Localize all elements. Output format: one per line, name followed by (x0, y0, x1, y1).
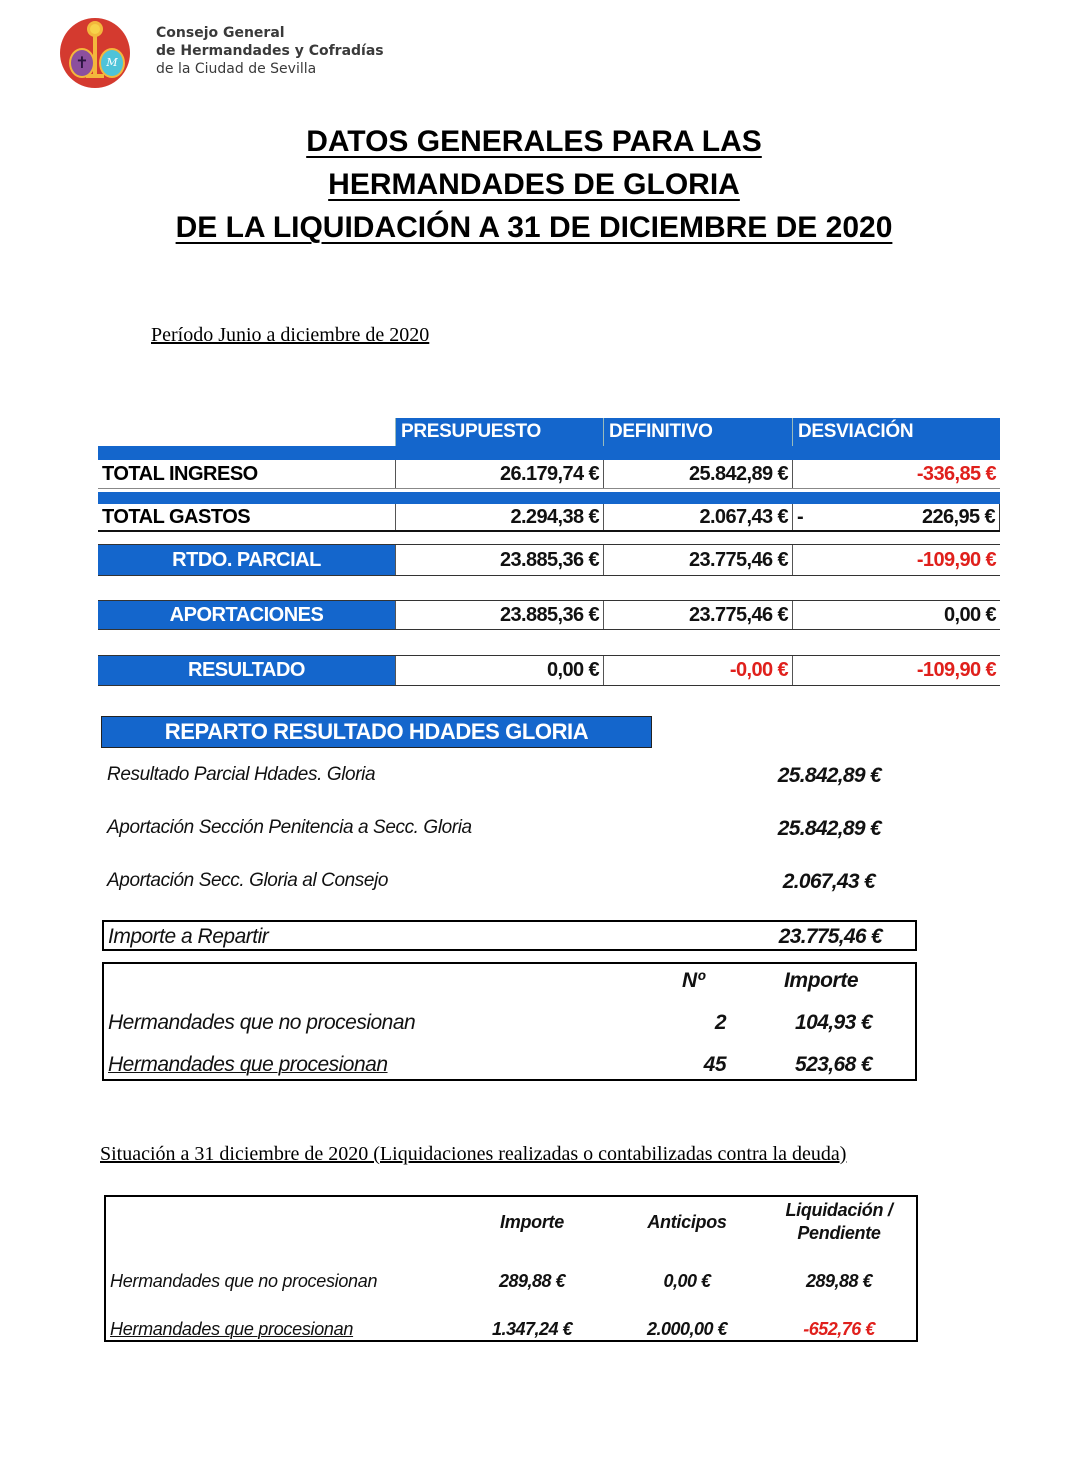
document-title (0, 120, 1068, 249)
row-label: TOTAL GASTOS (102, 505, 251, 528)
distribution-row (108, 1011, 908, 1035)
desviacion-value: -336,85 € (792, 460, 1000, 488)
column-header-importe: Importe (784, 969, 859, 992)
distribution-label: Hermandades que procesionan (108, 1053, 388, 1076)
organization-name (156, 24, 384, 78)
monstrance-icon (90, 24, 100, 34)
blue-band (98, 492, 1000, 504)
liquidacion-header-line-1: Liquidación / (785, 1200, 893, 1220)
table-row (98, 460, 1000, 489)
reparto-title: REPARTO RESULTADO HDADES GLORIA (101, 716, 652, 748)
org-line-2: de Hermandades y Cofradías (156, 43, 384, 59)
liquidacion-header-line-2: Pendiente (797, 1223, 881, 1243)
definitivo-value: 25.842,89 € (603, 460, 792, 488)
row-label: TOTAL INGRESO (102, 462, 258, 485)
desviacion-value: 0,00 € (792, 601, 1000, 629)
column-header-anticipos: Anticipos (647, 1212, 727, 1232)
column-header-n: Nº (682, 969, 705, 992)
situacion-table (104, 1195, 918, 1342)
row-label: RTDO. PARCIAL (98, 545, 395, 575)
table-row (98, 504, 1000, 532)
table-row (98, 600, 1000, 630)
column-header-desviacion: DESVIACIÓN (792, 418, 1000, 446)
definitivo-value: 23.775,46 € (603, 545, 792, 575)
reparto-line-value: 25.842,89 € (777, 817, 881, 840)
presupuesto-value: 26.179,74 € (395, 460, 603, 488)
importe-value: 289,88 € (498, 1271, 566, 1291)
situacion-heading: Situación a 31 diciembre de 2020 (Liquidaciones realizadas o contabilizadas contra la deuda) (100, 1143, 847, 1165)
reparto-line-value: 25.842,89 € (777, 764, 881, 787)
liquidacion-value: 289,88 € (805, 1271, 873, 1291)
distribution-amount: 523,68 € (795, 1053, 872, 1076)
distribution-count: 2 (714, 1011, 726, 1034)
desviacion-value: 226,95 € (921, 505, 995, 528)
table-header-row (98, 418, 1000, 446)
reparto-line (107, 764, 887, 786)
anticipos-value: 2.000,00 € (646, 1319, 728, 1339)
distribution-label: Hermandades que no procesionan (108, 1011, 416, 1034)
situacion-row (110, 1319, 910, 1340)
column-header-definitivo: DEFINITIVO (603, 418, 792, 446)
distribution-count: 45 (703, 1053, 726, 1076)
reparto-line-label: Aportación Secc. Gloria al Consejo (107, 870, 389, 891)
column-header-importe: Importe (500, 1212, 564, 1232)
desviacion-value: -109,90 € (792, 545, 1000, 575)
definitivo-value: -0,00 € (603, 656, 792, 685)
cross-icon: ✝ (69, 48, 95, 78)
table-row (98, 544, 1000, 576)
distribution-row (108, 1053, 908, 1077)
org-line-3: de la Ciudad de Sevilla (156, 61, 317, 77)
definitivo-value: 23.775,46 € (603, 601, 792, 629)
importe-repartir-box (102, 920, 917, 951)
table-row (98, 655, 1000, 686)
column-header-liquidacion (764, 1199, 914, 1245)
importe-repartir-value: 23.775,46 € (778, 925, 882, 948)
importe-value: 1.347,24 € (491, 1319, 573, 1339)
importe-repartir-label: Importe a Repartir (108, 925, 269, 948)
situacion-row-label: Hermandades que no procesionan (110, 1271, 378, 1291)
title-line-3: DE LA LIQUIDACIÓN A 31 DE DICIEMBRE DE 2020 (175, 211, 893, 244)
council-logo (60, 18, 130, 88)
desviacion-value: -109,90 € (792, 656, 1000, 685)
period-label: Período Junio a diciembre de 2020 (151, 324, 430, 346)
reparto-line-label: Resultado Parcial Hdades. Gloria (107, 764, 376, 785)
org-line-1: Consejo General (156, 25, 285, 41)
header-blank (98, 418, 395, 446)
presupuesto-value: 0,00 € (395, 656, 603, 685)
desviacion-prefix: - (797, 505, 804, 528)
marian-monogram-icon: M (99, 48, 125, 78)
definitivo-value: 2.067,43 € (603, 504, 792, 530)
situacion-row-label: Hermandades que procesionan (110, 1319, 354, 1339)
column-header-presupuesto: PRESUPUESTO (395, 418, 603, 446)
desviacion-cell (792, 504, 1000, 530)
distribution-amount: 104,93 € (795, 1011, 872, 1034)
presupuesto-value: 23.885,36 € (395, 545, 603, 575)
reparto-line-value: 2.067,43 € (782, 870, 875, 893)
reparto-line (107, 870, 887, 892)
anticipos-value: 0,00 € (663, 1271, 711, 1291)
title-line-2: HERMANDADES DE GLORIA (328, 168, 740, 201)
liquidacion-value: -652,76 € (803, 1319, 875, 1339)
distribution-box (102, 962, 917, 1081)
presupuesto-value: 23.885,36 € (395, 601, 603, 629)
presupuesto-value: 2.294,38 € (395, 504, 603, 530)
row-label: RESULTADO (98, 656, 395, 685)
situacion-row (110, 1271, 910, 1292)
reparto-line (107, 817, 887, 839)
row-label: APORTACIONES (98, 601, 395, 629)
title-line-1: DATOS GENERALES PARA LAS (306, 125, 762, 158)
blue-band (98, 446, 1000, 460)
reparto-line-label: Aportación Sección Penitencia a Secc. Gloria (107, 817, 472, 838)
